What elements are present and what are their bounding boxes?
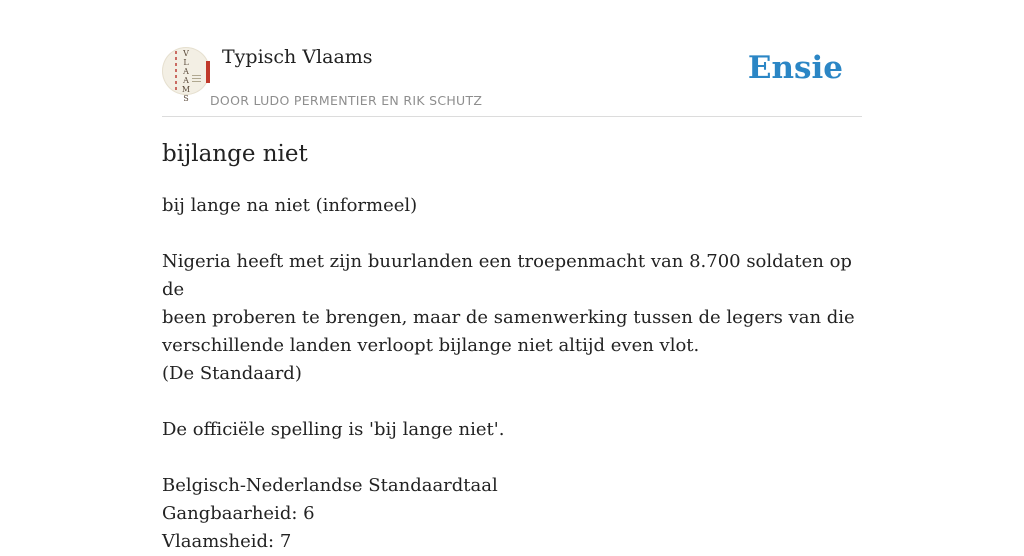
avatar-decoration <box>175 51 177 91</box>
entry-meaning: bij lange na niet (informeel) <box>162 195 418 216</box>
avatar-fine-print <box>192 75 201 83</box>
avatar-logo-letters: V L A A M S <box>181 49 191 103</box>
paragraph-spacer <box>162 388 862 416</box>
example-line: verschillende landen verloopt bijlange niet altijd even vlot. <box>162 335 700 356</box>
byline: DOOR LUDO PERMENTIER EN RIK SCHUTZ <box>210 93 483 108</box>
typisch-vlaams-avatar[interactable] <box>162 47 210 103</box>
header <box>162 0 862 117</box>
example-line: been proberen te brengen, maar de samenwerking tussen de legers van die <box>162 307 855 328</box>
example-source: (De Standaard) <box>162 363 302 384</box>
vlaamsheid-rating: Vlaamsheid: 7 <box>162 531 292 552</box>
spelling-note: De officiële spelling is 'bij lange niet'. <box>162 419 505 440</box>
example-line: Nigeria heeft met zijn buurlanden een troepenmacht van 8.700 soldaten op de <box>162 251 852 300</box>
entry-body <box>162 192 862 556</box>
avatar-red-edge <box>206 61 210 83</box>
entry-content <box>162 138 862 556</box>
ensie-logo-link[interactable]: Ensie <box>747 50 843 86</box>
paragraph-spacer <box>162 444 862 472</box>
entry-title: bijlange niet <box>162 141 308 167</box>
site-title[interactable]: Typisch Vlaams <box>222 46 373 68</box>
register-label: Belgisch-Nederlandse Standaardtaal <box>162 475 498 496</box>
paragraph-spacer <box>162 220 862 248</box>
gangbaarheid-rating: Gangbaarheid: 6 <box>162 503 315 524</box>
